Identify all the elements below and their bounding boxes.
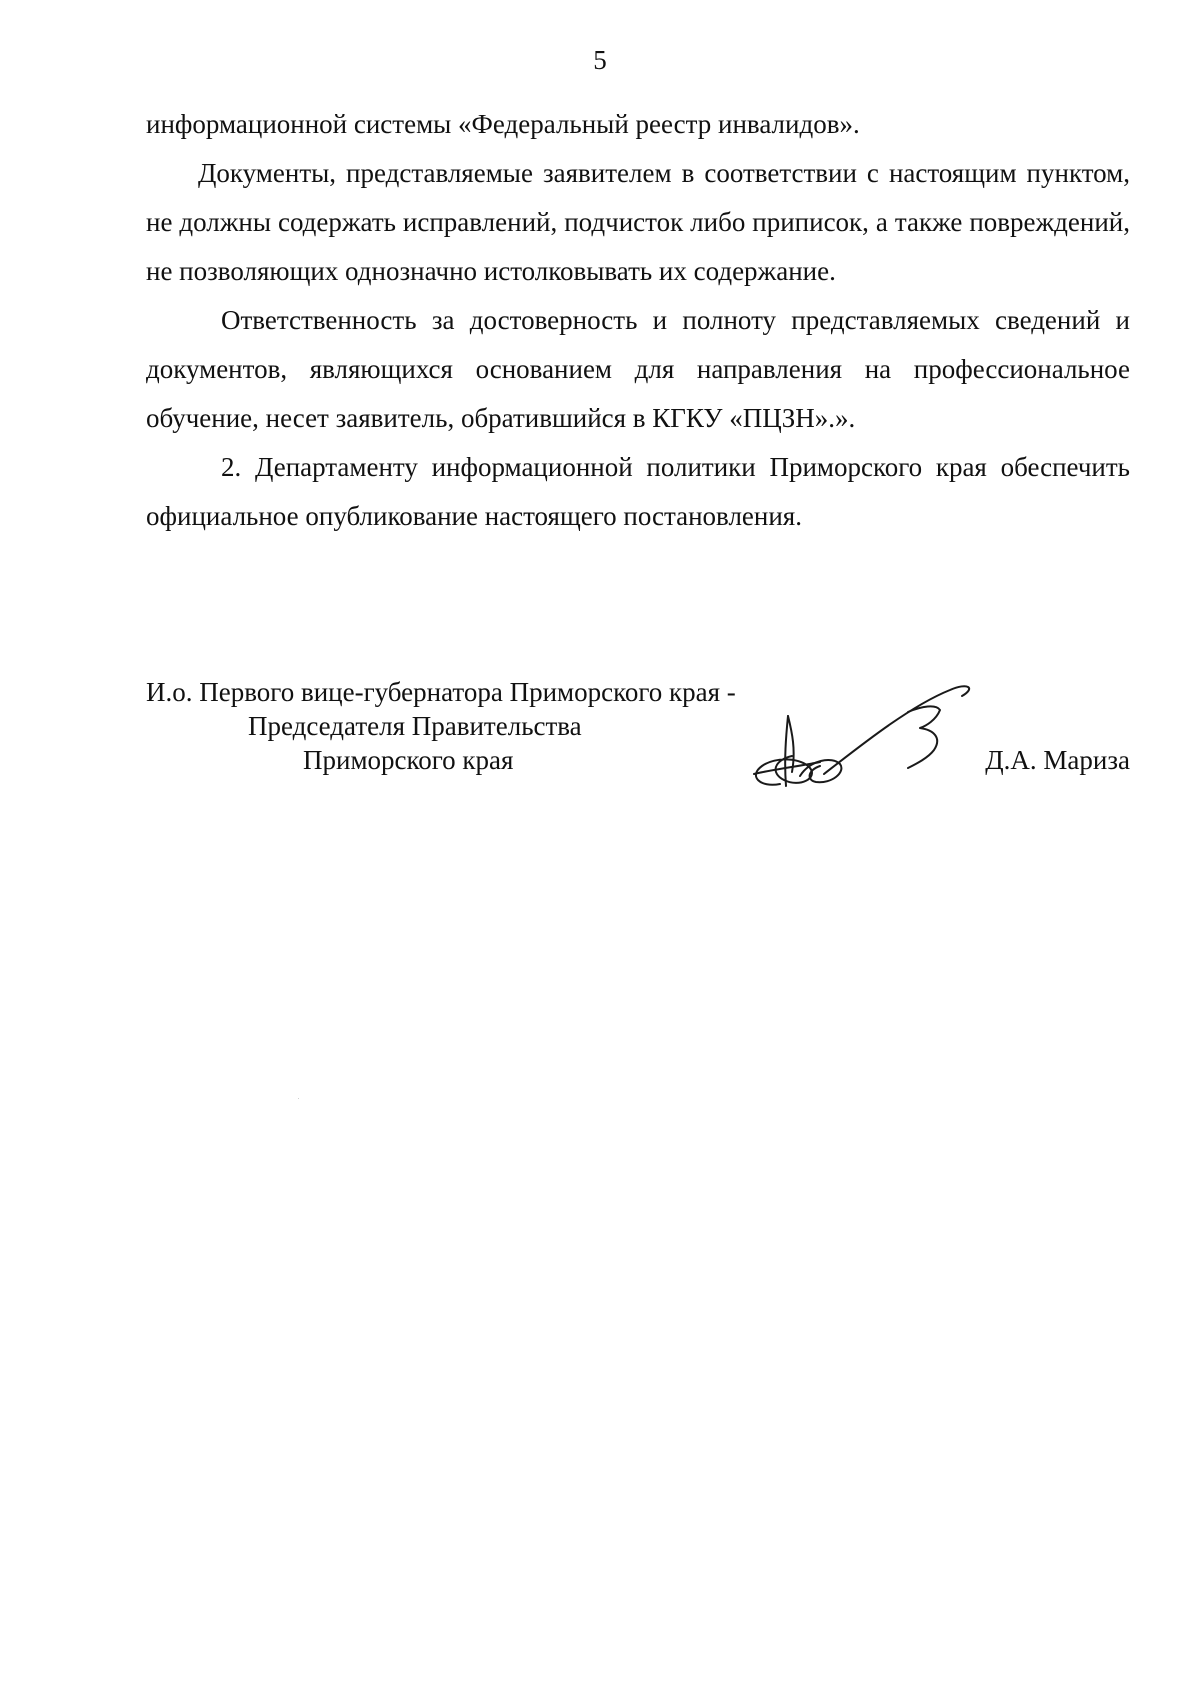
document-body	[146, 100, 1130, 541]
signatory-position-line-2: Председателя Правительства	[248, 711, 582, 741]
paragraph-continuation: информационной системы «Федеральный реестр инвалидов».	[146, 109, 860, 139]
paragraph-documents-requirements: Документы, представляемые заявителем в соответствии с настоящим пунктом, не должны содержать исправлений, подчисток либо приписок, а также повреждений, не позволяющих однозначно истолковывать их содержание.	[146, 158, 1130, 286]
signatory-position-line-3: Приморского края	[303, 745, 514, 775]
signatory-name: Д.А. Мариза	[985, 745, 1130, 775]
signature-block	[146, 676, 1130, 796]
signatory-position-line-1: И.о. Первого вице-губернатора Приморского края -	[146, 677, 736, 707]
scan-artifact	[298, 1098, 299, 1099]
page-number: 5	[593, 45, 607, 75]
handwritten-signature	[740, 676, 980, 806]
paragraph-responsibility: Ответственность за достоверность и полноту представляемых сведений и документов, являющихся основанием для направления на профессиональное обучение, несет заявитель, обратившийся в КГКУ «ПЦЗН».».	[146, 305, 1130, 433]
paragraph-item-2: 2. Департаменту информационной политики Приморского края обеспечить официальное опубликование настоящего постановления.	[146, 452, 1130, 531]
